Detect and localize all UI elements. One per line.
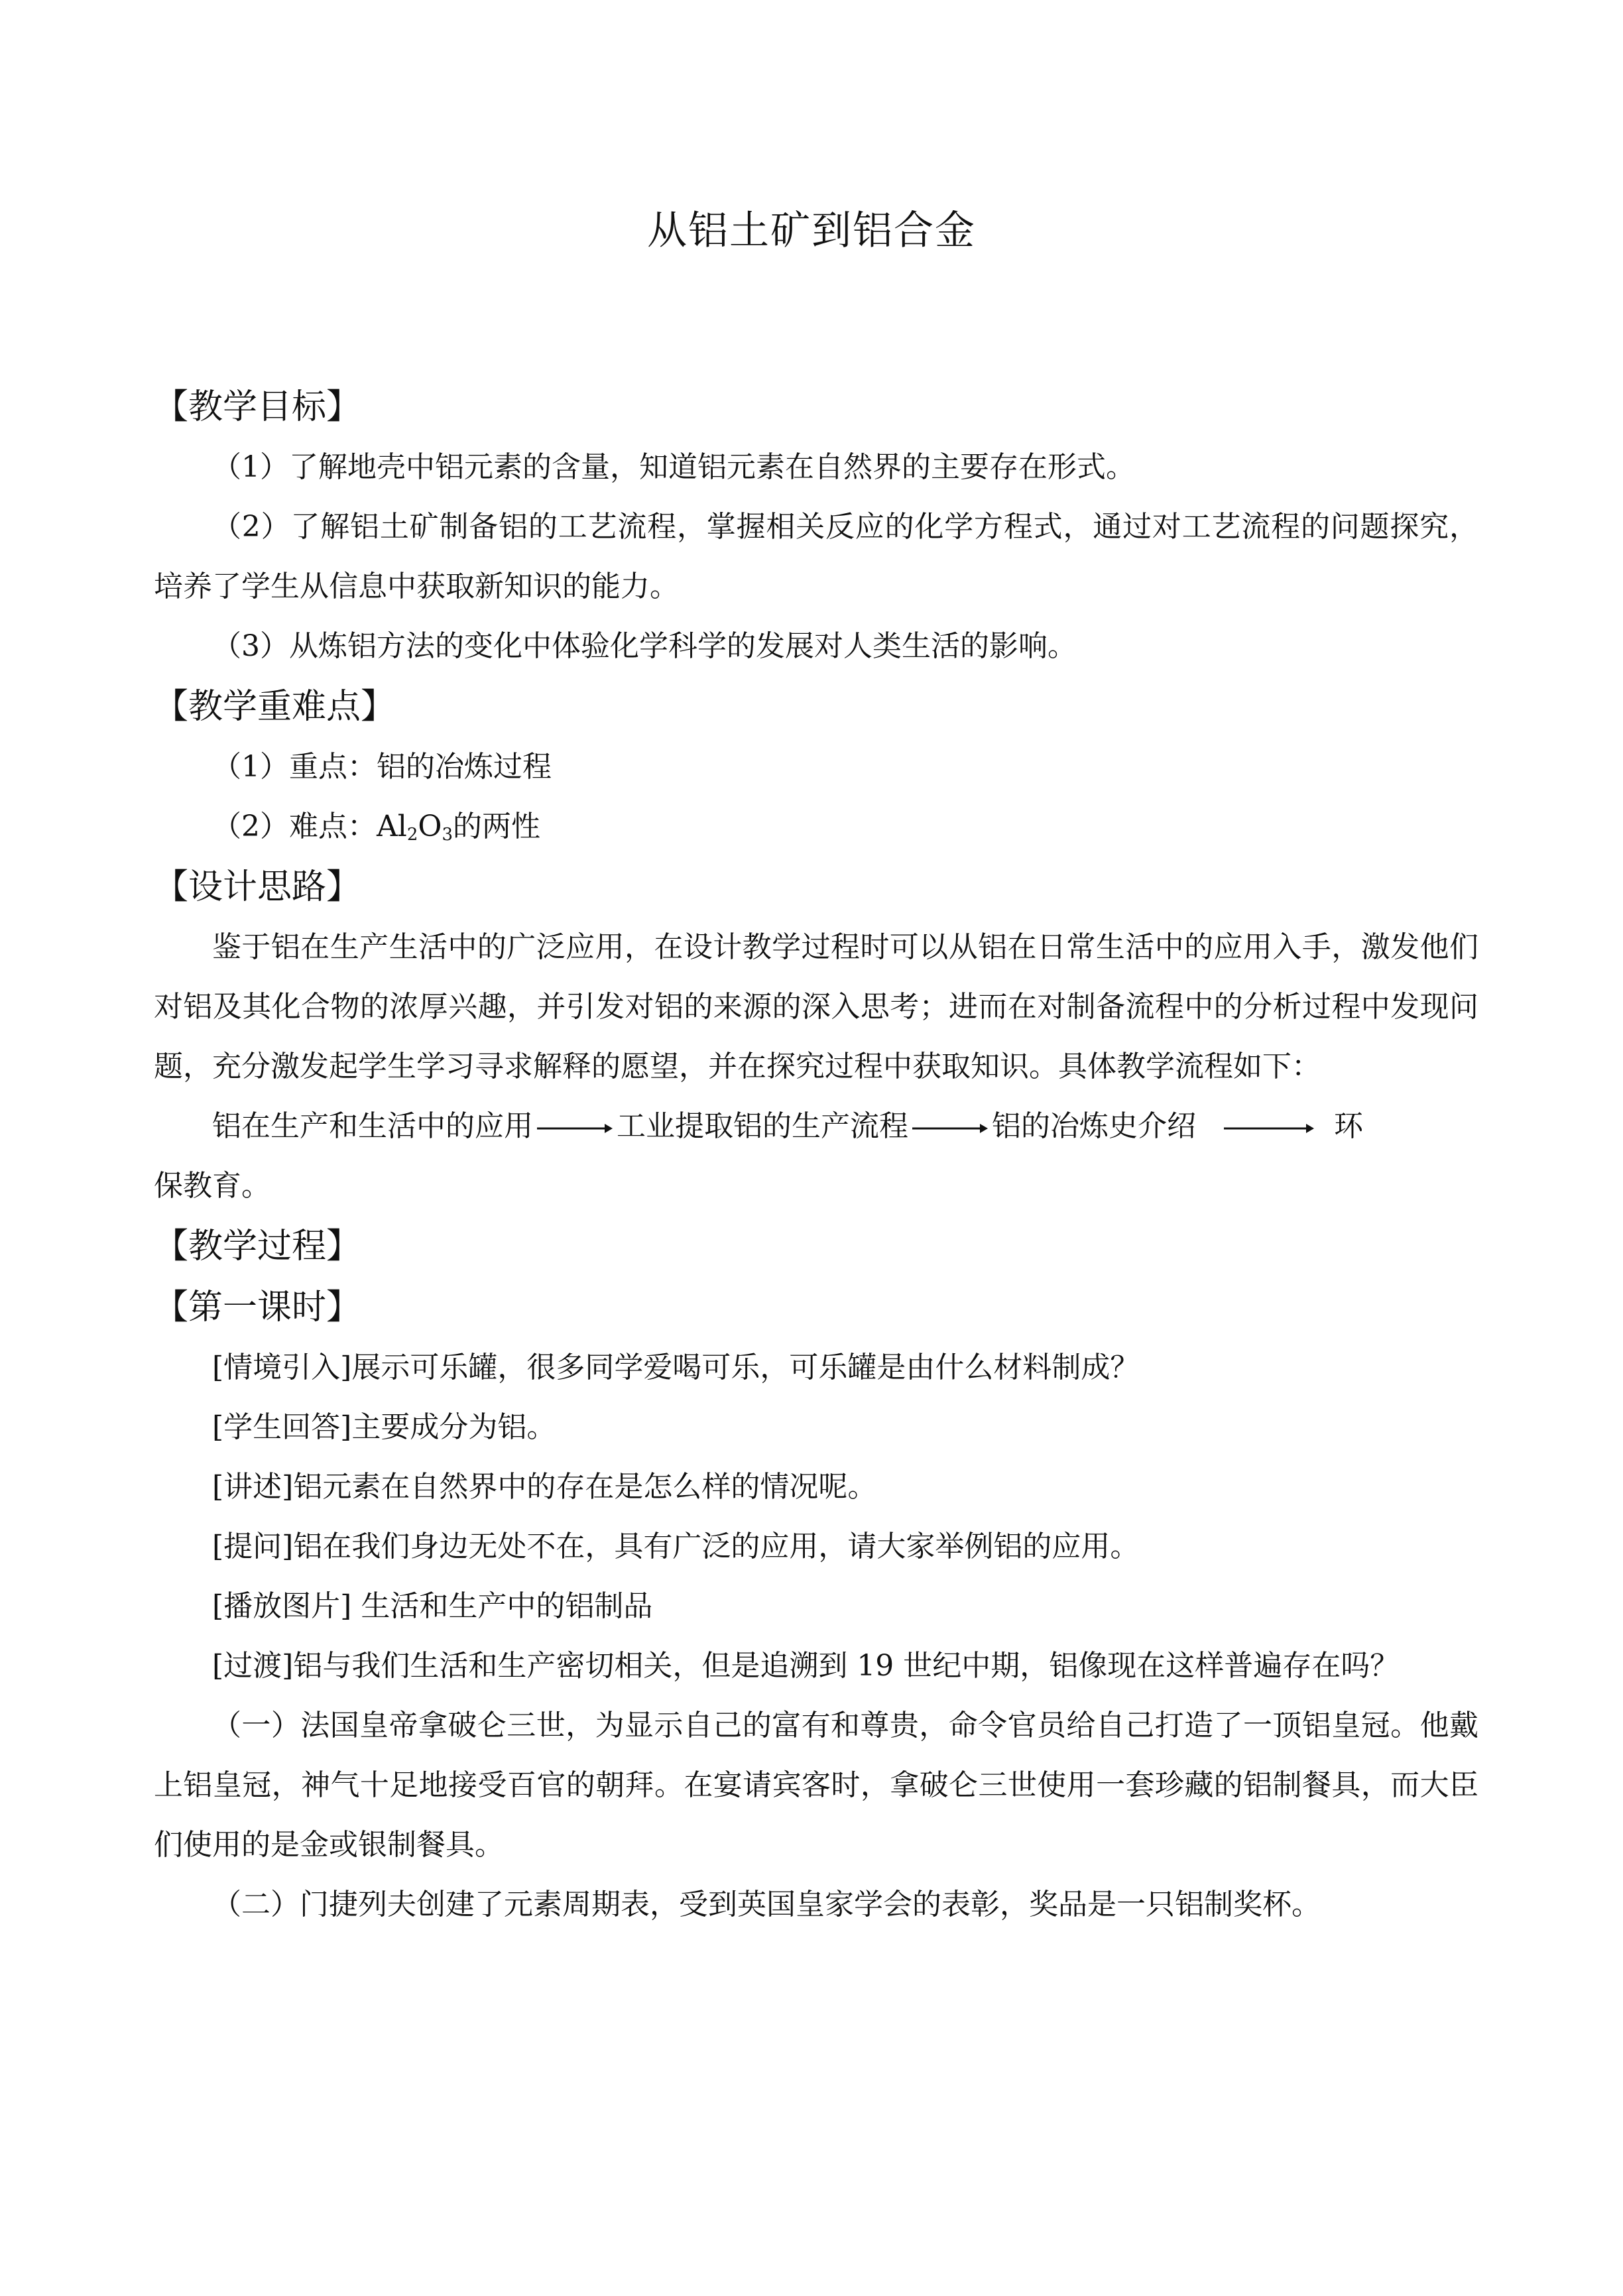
flow-step-4: 环 [1334, 1109, 1363, 1143]
goal-item-3: （3）从炼铝方法的变化中体验化学科学的发展对人类生活的影响。 [212, 629, 1077, 663]
key-point-2-prefix: （2）难点：Al [212, 810, 407, 843]
key-point-1: （1）重点：铝的冶炼过程 [212, 750, 552, 784]
document-title: 从铝土矿到铝合金 [647, 208, 976, 254]
goal-item-2: （2）了解铝土矿制备铝的工艺流程，掌握相关反应的化学方程式，通过对工艺流程的问题探究，培养了学生从信息中获取新知识的能力。 [154, 510, 1478, 603]
process-line: [情境引入]展示可乐罐，很多同学爱喝可乐，可乐罐是由什么材料制成？ [212, 1351, 1140, 1384]
arrow-right-icon [536, 1114, 614, 1143]
teaching-flow [154, 1097, 1478, 1216]
flow-step-3: 铝的冶炼史介绍 [992, 1109, 1196, 1143]
process-line: （一）法国皇帝拿破仑三世，为显示自己的富有和尊贵，命令官员给自己打造了一顶铝皇冠。他戴上铝皇冠，神气十足地接受百官的朝拜。在宴请宾客时，拿破仑三世使用一套珍藏的铝制餐具，而大臣们使用的是金或银制餐具。 [154, 1709, 1478, 1862]
document-body [154, 377, 1478, 1935]
section-heading-goals: 【教学目标】 [154, 387, 361, 427]
key-point-2-mid: O [418, 810, 442, 843]
flow-step-4-continued: 保教育。 [154, 1169, 270, 1203]
process-line: [提问]铝在我们身边无处不在，具有广泛的应用，请大家举例铝的应用。 [212, 1530, 1140, 1563]
process-line: （二）门捷列夫创建了元素周期表，受到英国皇家学会的表彰，奖品是一只铝制奖杯。 [212, 1888, 1321, 1921]
process-line: [播放图片] 生活和生产中的铝制品 [212, 1589, 653, 1623]
section-heading-design: 【设计思路】 [154, 867, 361, 907]
process-line: [过渡]铝与我们生活和生产密切相关，但是追溯到 19 世纪中期，铝像现在这样普遍存在吗？ [212, 1649, 1400, 1683]
arrow-right-icon [1223, 1114, 1315, 1143]
subscript-3: 3 [442, 825, 453, 845]
key-point-2 [154, 797, 1478, 857]
goal-item-1: （1）了解地壳中铝元素的含量，知道铝元素在自然界的主要存在形式。 [212, 450, 1135, 484]
process-line: [学生回答]主要成分为铝。 [212, 1410, 556, 1444]
process-line: [讲述]铝元素在自然界中的存在是怎么样的情况呢。 [212, 1470, 877, 1504]
design-paragraph: 鉴于铝在生产生活中的广泛应用，在设计教学过程时可以从铝在日常生活中的应用入手，激发他们对铝及其化合物的浓厚兴趣，并引发对铝的来源的深入思考；进而在对制备流程中的分析过程中发现问题，充分激发起学生学习寻求解释的愿望，并在探究过程中获取知识。具体教学流程如下： [154, 930, 1478, 1083]
section-heading-lesson-1: 【第一课时】 [154, 1288, 361, 1327]
flow-step-2: 工业提取铝的生产流程 [617, 1109, 908, 1143]
section-heading-key-points: 【教学重难点】 [154, 687, 396, 727]
key-point-2-suffix: 的两性 [453, 810, 541, 843]
subscript-2: 2 [406, 825, 418, 845]
section-heading-process: 【教学过程】 [154, 1227, 361, 1266]
flow-step-1: 铝在生产和生活中的应用 [212, 1109, 533, 1143]
arrow-right-icon [911, 1114, 989, 1143]
